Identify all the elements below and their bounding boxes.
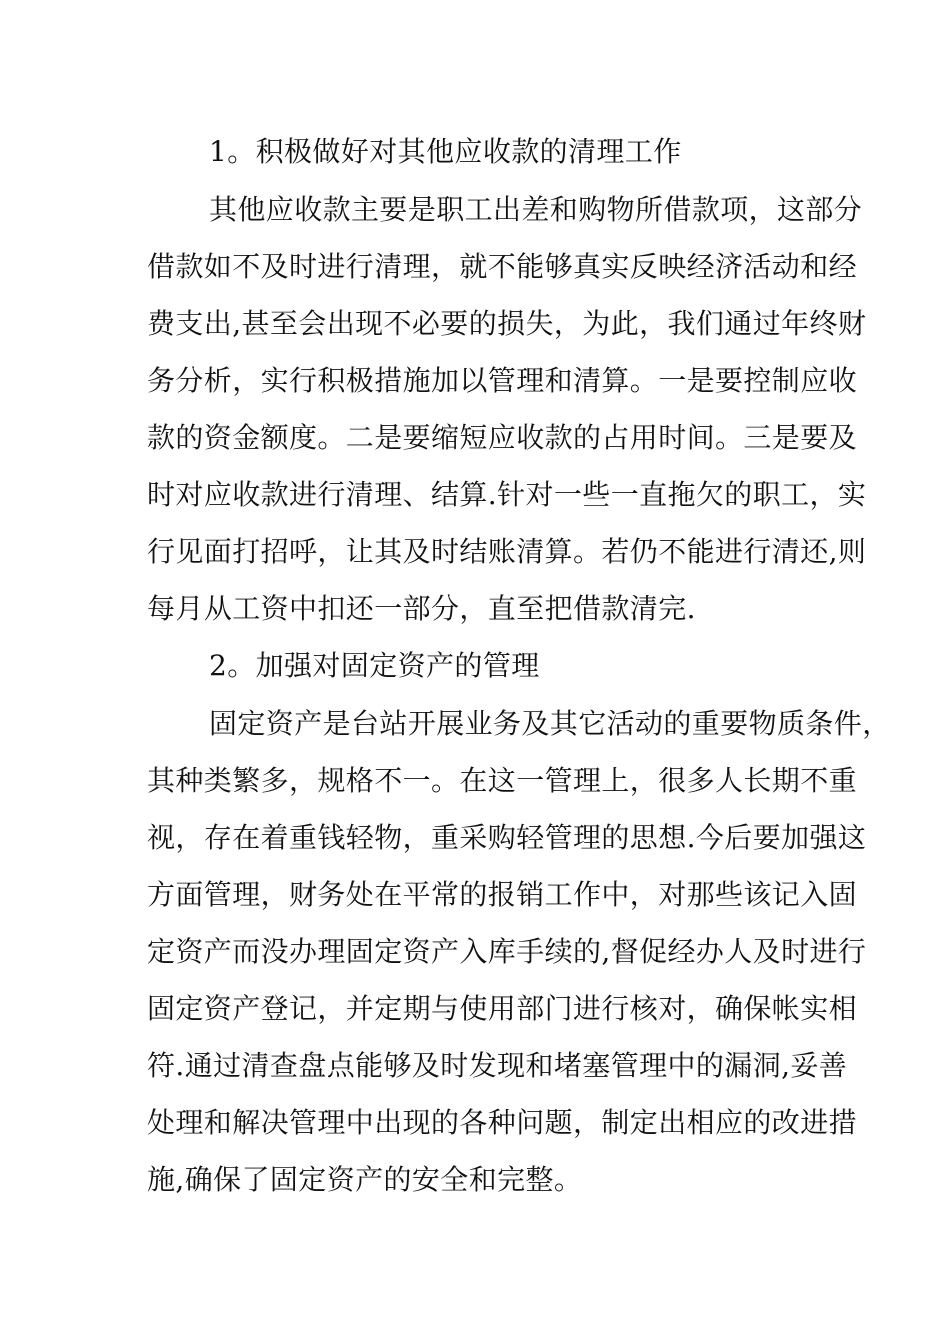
paragraph-line: 固定资产是台站开展业务及其它活动的重要物质条件，: [209, 707, 891, 740]
paragraph-line: 款的资金额度。二是要缩短应收款的占用时间。三是要及: [147, 421, 858, 454]
paragraph-line: 视，存在着重钱轻物，重采购轻管理的思想.今后要加强这: [147, 821, 867, 854]
paragraph-line: 方面管理，财务处在平常的报销工作中，对那些该记入固: [147, 878, 858, 911]
paragraph-line: 处理和解决管理中出现的各种问题，制定出相应的改进措: [147, 1106, 858, 1139]
paragraph-line: 借款如不及时进行清理，就不能够真实反映经济活动和经: [147, 250, 858, 283]
paragraph-line: 费支出,甚至会出现不必要的损失，为此，我们通过年终财: [147, 307, 867, 340]
paragraph-line: 符.通过清查盘点能够及时发现和堵塞管理中的漏洞,妥善: [147, 1049, 848, 1082]
paragraph-line: 施,确保了固定资产的安全和完整。: [147, 1163, 583, 1196]
paragraph-line: 务分析，实行积极措施加以管理和清算。一是要控制应收: [147, 364, 858, 397]
paragraph-line: 时对应收款进行清理、结算.针对一些一直拖欠的职工，实: [147, 478, 867, 511]
paragraph-line: 其种类繁多，规格不一。在这一管理上，很多人长期不重: [147, 764, 858, 797]
paragraph-line: 定资产而没办理固定资产入库手续的,督促经办人及时进行: [147, 935, 867, 968]
section-heading: 2。加强对固定资产的管理: [209, 649, 540, 682]
section-heading: 1。积极做好对其他应收款的清理工作: [209, 135, 682, 168]
paragraph-line: 每月从工资中扣还一部分，直至把借款清完.: [147, 592, 696, 625]
paragraph-line: 其他应收款主要是职工出差和购物所借款项，这部分: [209, 193, 863, 226]
paragraph-line: 行见面打招呼，让其及时结账清算。若仍不能进行清还,则: [147, 535, 867, 568]
paragraph-line: 固定资产登记，并定期与使用部门进行核对，确保帐实相: [147, 992, 858, 1025]
